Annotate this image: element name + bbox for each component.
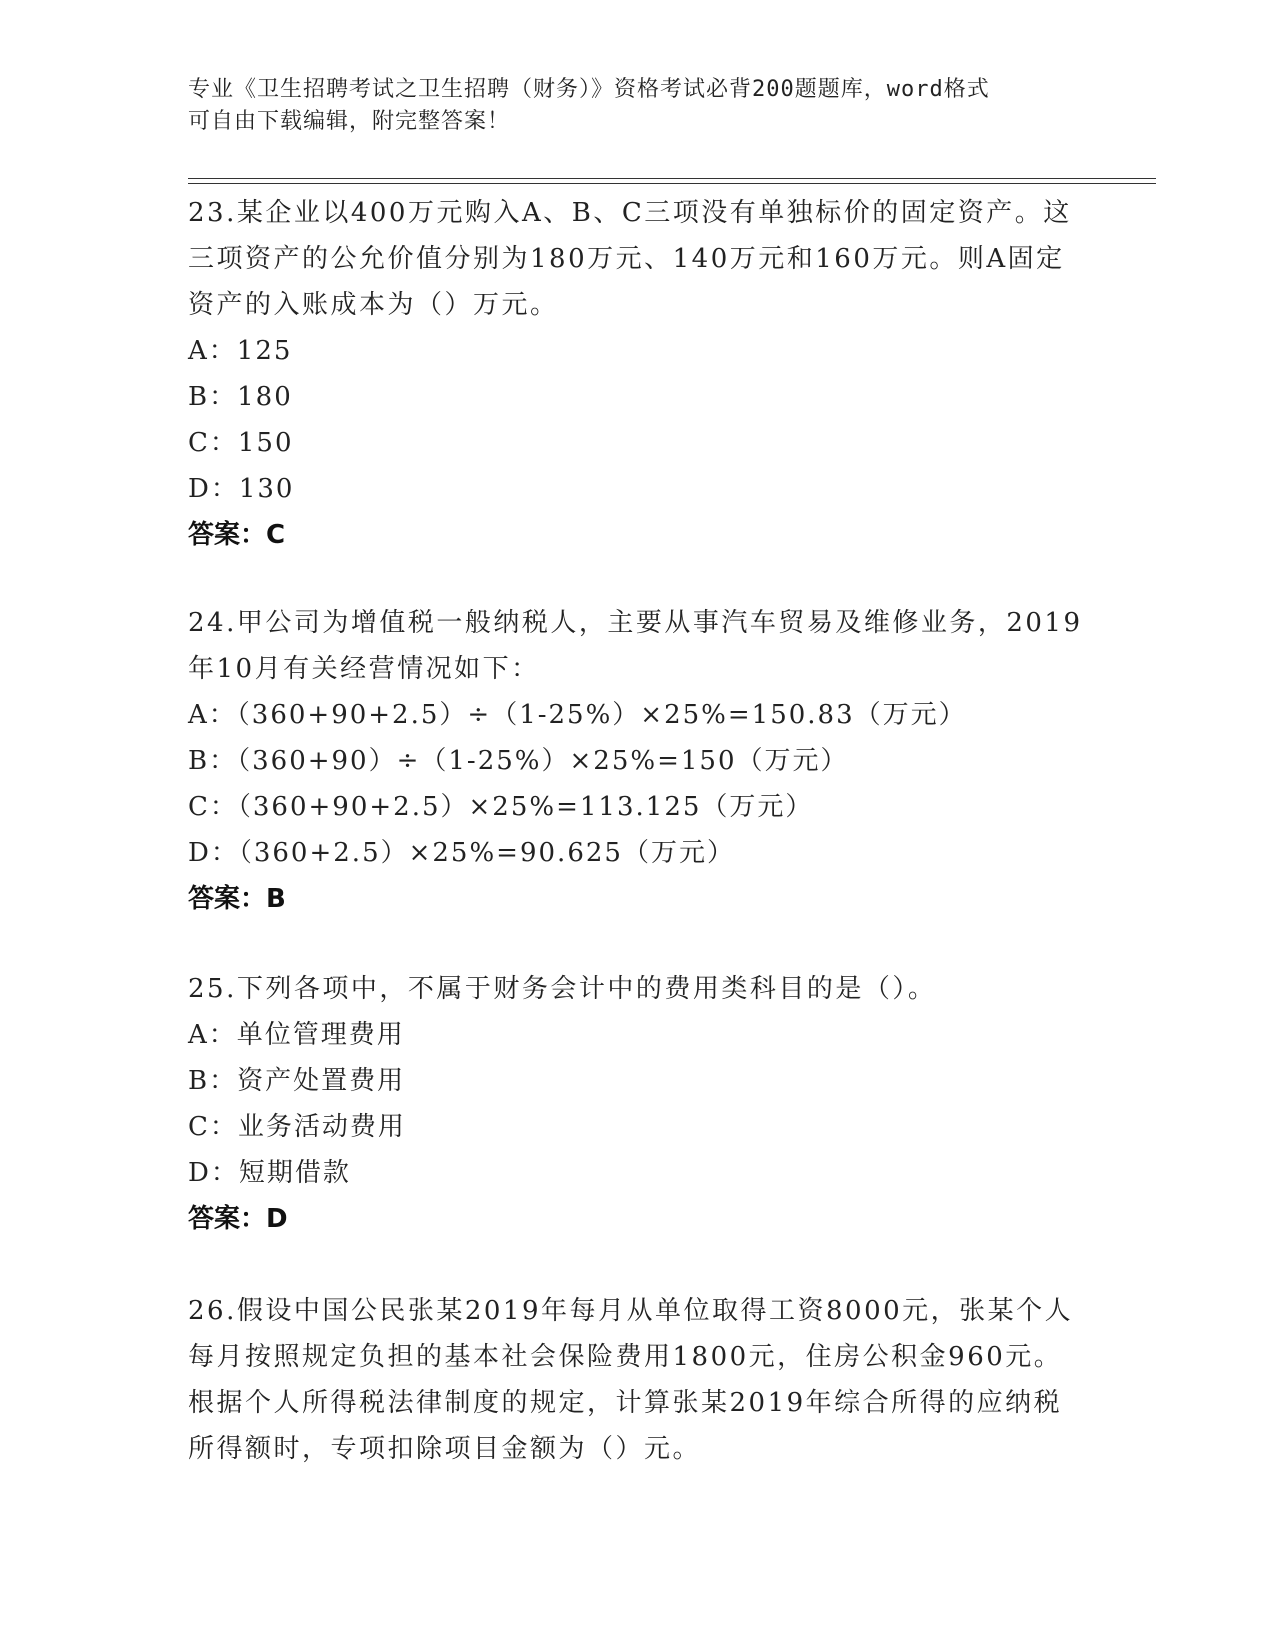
option-c: C：150 bbox=[188, 428, 294, 458]
question-stem-line: 所得额时，专项扣除项目金额为（）元。 bbox=[188, 1434, 702, 1464]
document-header bbox=[188, 74, 1068, 138]
header-line-1: 专业《卫生招聘考试之卫生招聘（财务）》资格考试必背200题题库，word格式 bbox=[188, 77, 990, 102]
question-stem-line: 24.甲公司为增值税一般纳税人，主要从事汽车贸易及维修业务，2019 bbox=[188, 608, 1083, 638]
option-d: D：130 bbox=[188, 474, 295, 504]
question-stem-line: 25.下列各项中，不属于财务会计中的费用类科目的是（）。 bbox=[188, 974, 937, 1004]
question-25 bbox=[188, 966, 1088, 1242]
question-23 bbox=[188, 190, 1088, 558]
option-a: A：125 bbox=[188, 336, 293, 366]
question-stem-line: 26.假设中国公民张某2019年每月从单位取得工资8000元，张某个人 bbox=[188, 1296, 1074, 1326]
question-stem-line: 年10月有关经营情况如下： bbox=[188, 654, 540, 684]
header-divider-top bbox=[188, 178, 1156, 179]
question-stem-line: 资产的入账成本为（）万元。 bbox=[188, 290, 559, 320]
header-divider-bottom bbox=[188, 183, 1156, 184]
question-26 bbox=[188, 1288, 1088, 1472]
answer-label: 答案：B bbox=[188, 884, 286, 914]
option-a: A：（360+90+2.5）÷（1-25%）×25%=150.83（万元） bbox=[188, 700, 967, 730]
answer-label: 答案：D bbox=[188, 1204, 288, 1234]
option-b: B：资产处置费用 bbox=[188, 1066, 406, 1096]
option-d: D：（360+2.5）×25%=90.625（万元） bbox=[188, 838, 735, 868]
option-a: A：单位管理费用 bbox=[188, 1020, 405, 1050]
answer-label: 答案：C bbox=[188, 520, 286, 550]
option-b: B：180 bbox=[188, 382, 293, 412]
question-stem-line: 根据个人所得税法律制度的规定，计算张某2019年综合所得的应纳税 bbox=[188, 1388, 1063, 1418]
option-d: D：短期借款 bbox=[188, 1158, 351, 1188]
option-c: C：（360+90+2.5）×25%=113.125（万元） bbox=[188, 792, 814, 822]
option-b: B：（360+90）÷（1-25%）×25%=150（万元） bbox=[188, 746, 849, 776]
option-c: C：业务活动费用 bbox=[188, 1112, 406, 1142]
question-stem-line: 23.某企业以400万元购入A、B、C三项没有单独标价的固定资产。这 bbox=[188, 198, 1072, 228]
question-stem-line: 三项资产的公允价值分别为180万元、140万元和160万元。则A固定 bbox=[188, 244, 1065, 274]
question-24 bbox=[188, 600, 1088, 922]
question-stem-line: 每月按照规定负担的基本社会保险费用1800元，住房公积金960元。 bbox=[188, 1342, 1063, 1372]
header-line-2: 可自由下载编辑，附完整答案！ bbox=[188, 109, 511, 134]
